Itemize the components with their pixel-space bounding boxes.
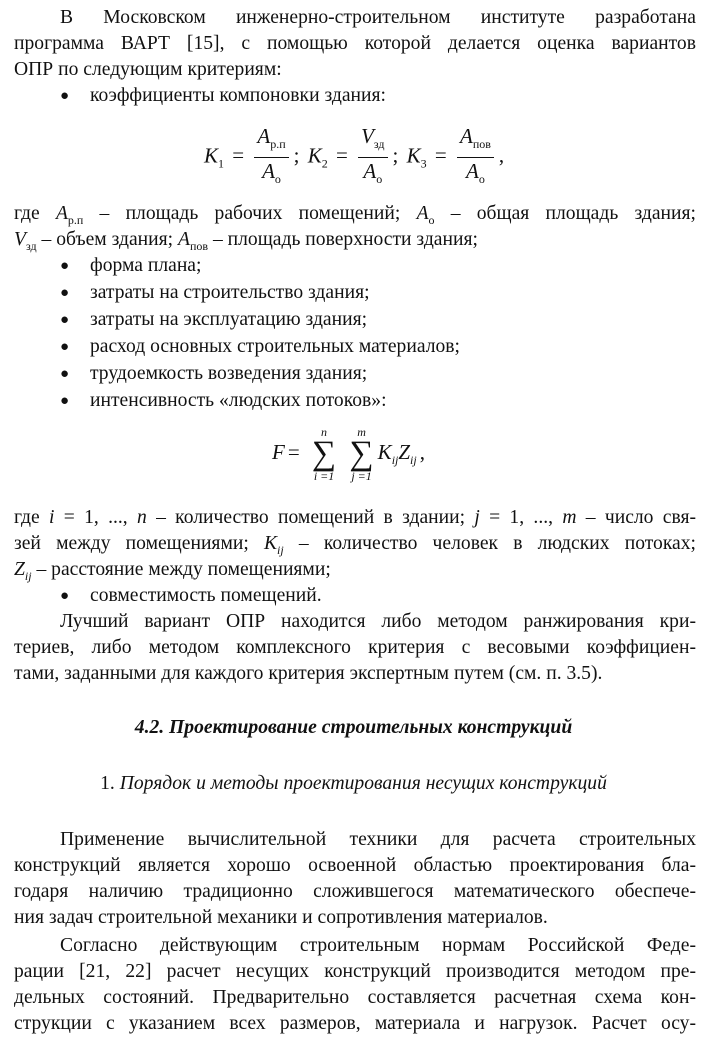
paragraph-4-line-1: Согласно действующим строительным нормам Российской Феде- <box>60 935 696 956</box>
paragraph-1-line-1: В Московском инженерно-строительном институте разработана <box>60 7 696 28</box>
list-item: ● трудоемкость возведения здания; <box>60 363 368 384</box>
paragraph-2-line-2: териев, либо методом комплексного критерия с весовыми коэффициен- <box>14 637 696 658</box>
formula-people-flow: F = n ∑ i =1 m ∑ j =1 $K_{ij}Z_{ij}$ , <box>272 425 425 483</box>
section-heading: 4.2. Проектирование строительных конструкций <box>134 717 573 738</box>
paragraph-3-line-3: годаря наличию традиционно сложившегося математического обеспече- <box>14 881 696 902</box>
list-item: ● форма плана; <box>60 255 202 276</box>
paragraph-2-line-1: Лучший вариант ОПР находится либо методом ранжирования кри- <box>60 611 696 632</box>
sum-over-j: m ∑ j =1 <box>349 425 374 483</box>
paragraph-4-line-2: рации [21, 22] расчет несущих конструкций производится методом пре- <box>14 961 696 982</box>
sum-over-i: n ∑ i =1 <box>311 425 337 483</box>
paragraph-4-line-4: струкции с указанием всех размеров, материала и нагрузок. Расчет осу- <box>14 1013 696 1034</box>
where-2-line-2: зей между помещениями; $K_{ij}$ – количество человек в людских потоках; <box>14 533 696 557</box>
list-item: ● затраты на эксплуатацию здания; <box>60 309 368 330</box>
formula-layout-coefficients: $K_1$ = $\frac{A_{р.п}}{A_о}$ ; $K_2$ = $\frac{V_{зд}}{A_о}$ ; $K_3$ = $\frac{A_{пов}}{A_о}$ , <box>204 124 507 191</box>
where-1-line-2: $V_{зд}$ – объем здания; $A_{пов}$ – площадь поверхности здания; <box>14 229 478 253</box>
bullet-compat <box>60 584 707 608</box>
where-1-line-1: где $A_{р.п}$ – площадь рабочих помещений; $A_о$ – общая площадь здания; <box>14 203 696 227</box>
fraction-k3: $\frac{A_{пов}}{A_о}$ <box>457 124 494 191</box>
bullet-icon: ● <box>60 88 70 104</box>
bullet-icon: ● <box>60 339 70 355</box>
bullet-icon: ● <box>60 393 70 409</box>
list-item: ● расход основных строительных материалов; <box>60 336 460 357</box>
bullet-text: совместимость помещений. <box>90 585 322 606</box>
paragraph-4-line-3: дельных состояний. Предварительно составляется расчетная схема кон- <box>14 987 696 1008</box>
where-2-line-3: $Z_{ij}$ – расстояние между помещениями; <box>14 559 331 583</box>
bullet-compose <box>60 84 707 108</box>
list-item: ● затраты на строительство здания; <box>60 282 370 303</box>
fraction-k1: $\frac{A_{р.п}}{A_о}$ <box>254 124 288 191</box>
paragraph-3-line-4: ния задач строительной механики и сопротивления материалов. <box>14 907 548 928</box>
bullet-icon: ● <box>60 285 70 301</box>
paragraph-1-line-2: программа ВАРТ [15], с помощью которой делается оценка вариантов <box>14 33 696 54</box>
fraction-k2: $\frac{V_{зд}}{A_о}$ <box>358 124 387 191</box>
subsection-heading: 1. Порядок и методы проектирования несущих конструкций <box>100 773 607 794</box>
bullet-icon: ● <box>60 366 70 382</box>
where-2-line-1: где i = 1, ..., n – количество помещений в здании; j = 1, ..., m – число свя- <box>14 507 696 528</box>
bullet-icon: ● <box>60 258 70 274</box>
paragraph-2-line-3: тами, заданными для каждого критерия экспертным путем (см. п. 3.5). <box>14 663 603 684</box>
paragraph-3-line-1: Применение вычислительной техники для расчета строительных <box>60 829 696 850</box>
bullet-text: коэффициенты компоновки здания: <box>90 85 386 106</box>
paragraph-1-line-3: ОПР по следующим критериям: <box>14 59 282 80</box>
paragraph-3-line-2: конструкций является хорошо освоенной областью проектирования бла- <box>14 855 696 876</box>
bullet-icon: ● <box>60 588 70 604</box>
list-item: ● интенсивность «людских потоков»: <box>60 390 387 411</box>
bullet-icon: ● <box>60 312 70 328</box>
